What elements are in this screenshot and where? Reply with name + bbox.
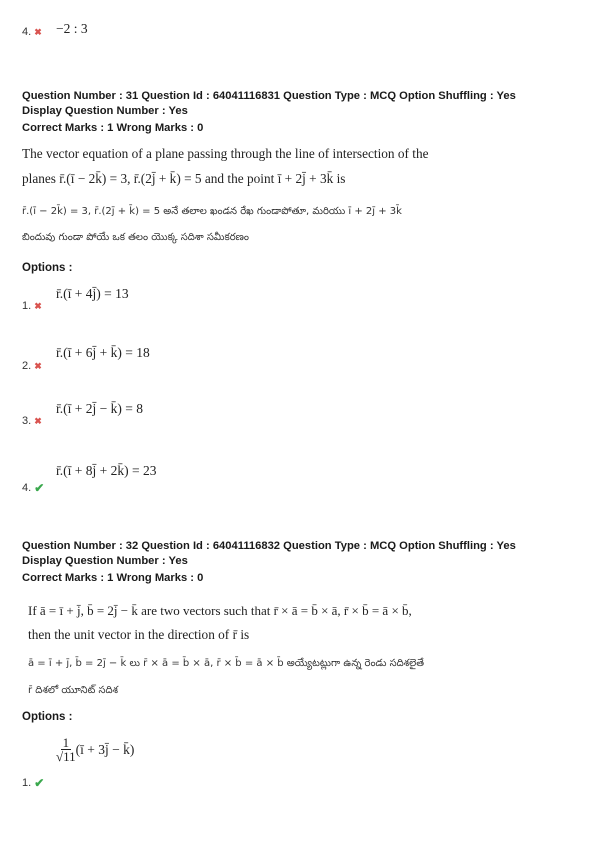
option-1-text: (ī + 3j̄ − k̄) — [75, 741, 135, 757]
option-number: 3. — [22, 415, 32, 427]
question-meta-line: Question Number : 31 Question Id : 64041116831 Question Type : MCQ Option Shuffling : Yes — [22, 90, 516, 102]
cross-icon: ✖ — [34, 360, 42, 371]
option-2-text: r̄.(ī + 6j̄ + k̄) = 18 — [56, 345, 150, 360]
cross-icon: ✖ — [34, 26, 42, 37]
prev-option-4 — [22, 26, 42, 38]
fraction-denominator: √11 — [56, 749, 76, 764]
question-32-text-en-1: If ā = ī + j̄, b̄ = 2j̄ − k̄ are two vectors such that r̄ × ā = b̄ × ā, r̄ × b̄ = ā × b̄, — [28, 603, 412, 618]
question-31-text-te-1: r̄.(ī − 2k̄) = 3, r̄.(2j̄ + k̄) = 5 అనే తలాల ఖండన రేఖ గుండాపోతూ, మరియు ī + 2j̄ + 3k̄ — [22, 206, 402, 217]
option-number: 4. — [22, 482, 32, 494]
option-1[interactable] — [22, 776, 44, 790]
option-4-text: r̄.(ī + 8j̄ + 2k̄) = 23 — [56, 463, 157, 478]
question-31-text-te-2: బిందువు గుండా పోయే ఒక తలం యొక్క సదిశా సమీకరణం — [22, 232, 249, 243]
check-icon: ✔ — [34, 481, 45, 495]
marks-line: Correct Marks : 1 Wrong Marks : 0 — [22, 572, 204, 584]
display-question-number: Display Question Number : Yes — [22, 555, 188, 567]
cross-icon: ✖ — [34, 300, 42, 311]
fraction — [56, 736, 76, 763]
marks-line: Correct Marks : 1 Wrong Marks : 0 — [22, 122, 204, 134]
check-icon: ✔ — [34, 776, 45, 790]
option-number: 4. — [22, 26, 32, 38]
question-31-text-en-1: The vector equation of a plane passing through the line of intersection of the — [22, 146, 429, 161]
question-32-text-te-2: r̄ దిశలో యూనిట్ సదిశ — [28, 685, 119, 696]
option-2[interactable] — [22, 360, 42, 372]
options-label: Options : — [22, 262, 73, 274]
option-3-text: r̄.(ī + 2j̄ − k̄) = 8 — [56, 401, 143, 416]
option-1-text: r̄.(ī + 4j̄) = 13 — [56, 286, 129, 301]
option-number: 1. — [22, 300, 32, 312]
option-1-expression — [56, 736, 134, 763]
question-meta-line: Question Number : 32 Question Id : 64041116832 Question Type : MCQ Option Shuffling : Yes — [22, 540, 516, 552]
option-number: 2. — [22, 360, 32, 372]
options-label: Options : — [22, 711, 73, 723]
cross-icon: ✖ — [34, 415, 42, 426]
display-question-number: Display Question Number : Yes — [22, 105, 188, 117]
question-32-text-en-2: then the unit vector in the direction of r̄ is — [28, 627, 250, 642]
fraction-numerator: 1 — [62, 735, 70, 750]
option-3[interactable] — [22, 415, 42, 427]
option-number: 1. — [22, 777, 32, 789]
question-31-meta — [22, 89, 516, 136]
question-32-text-te-1: ā = ī + j̄, b̄ = 2j̄ − k̄ లు r̄ × ā = b̄ × ā, r̄ × b̄ = ā × b̄ అయ్యేటట్లుగా ఉన్న రెండు సదిశలైతే — [28, 658, 425, 669]
question-31-text-en-2: planes r̄.(ī − 2k̄) = 3, r̄.(2j̄ + k̄) = 5 and the point ī + 2j̄ + 3k̄ is — [22, 171, 346, 186]
option-4[interactable] — [22, 481, 44, 495]
prev-option-4-text: −2 : 3 — [56, 21, 88, 36]
option-1[interactable] — [22, 300, 42, 312]
question-32-meta — [22, 539, 516, 586]
